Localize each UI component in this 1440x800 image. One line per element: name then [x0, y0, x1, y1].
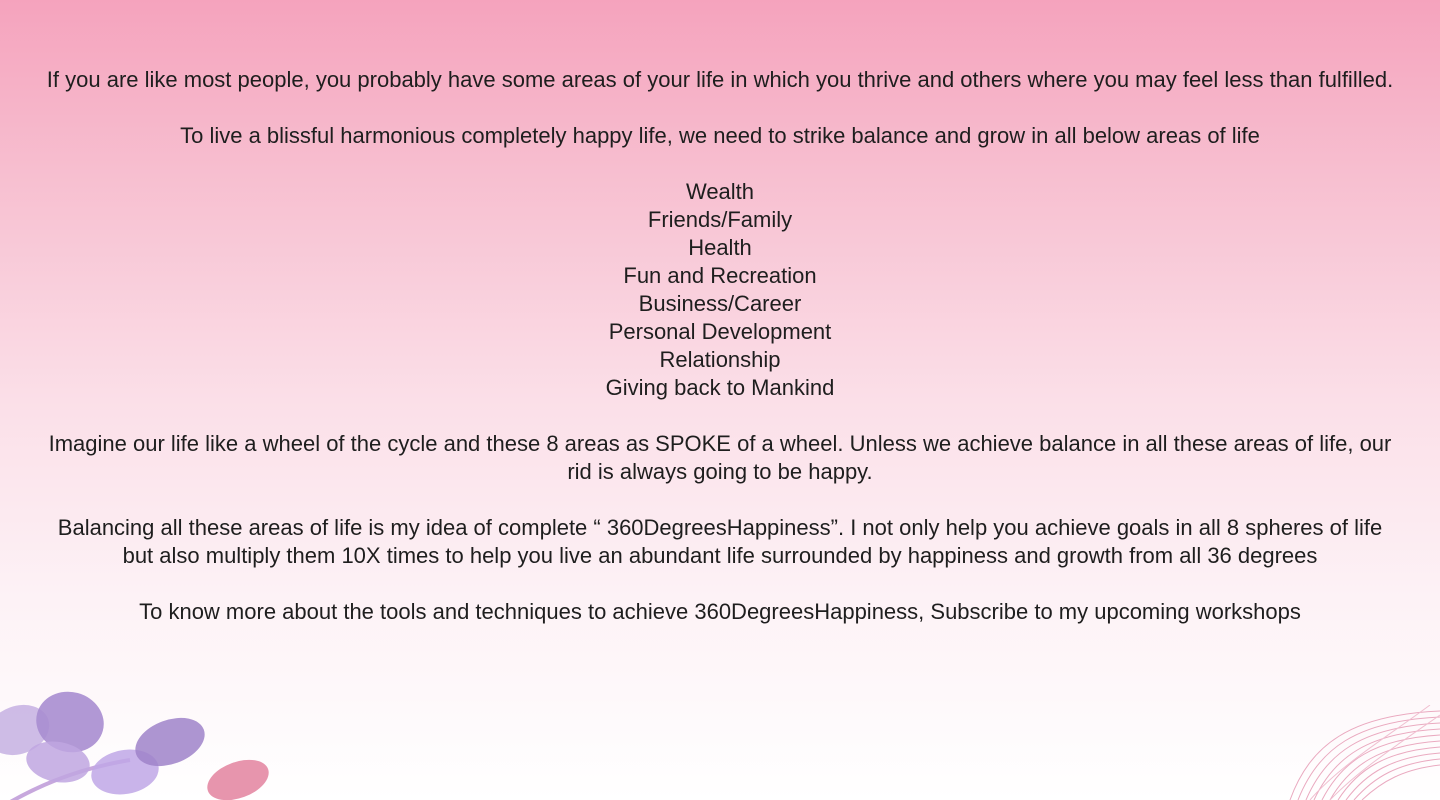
happiness-paragraph: Balancing all these areas of life is my idea of complete “ 360DegreesHappiness”. I not only help you achieve goals in all 8 spheres of life but also multiply them 10X times to help you live an abundant life surrounded by happiness and growth from all 36 degrees [57, 515, 1383, 568]
life-areas-list [40, 178, 1400, 402]
life-area-item: Personal Development [608, 319, 832, 344]
life-area-item: Relationship [659, 347, 781, 372]
balance-statement: To live a blissful harmonious completely happy life, we need to strike balance and grow in all below areas of life [180, 123, 1260, 148]
cta-paragraph: To know more about the tools and techniques to achieve 360DegreesHappiness, Subscribe to my upcoming workshops [139, 599, 1301, 624]
life-area-item: Health [688, 235, 752, 260]
wheel-paragraph: Imagine our life like a wheel of the cycle and these 8 areas as SPOKE of a wheel. Unless we achieve balance in all these areas of life, our rid is always going to be happy. [48, 431, 1392, 484]
intro-paragraph: If you are like most people, you probably have some areas of your life in which you thrive and others where you may feel less than fulfilled. [46, 67, 1394, 92]
main-content [40, 66, 1400, 654]
pink-line-mesh [1280, 705, 1440, 800]
life-area-item: Giving back to Mankind [605, 375, 835, 400]
purple-leaves-illustration [0, 690, 280, 800]
life-area-item: Business/Career [638, 291, 802, 316]
life-area-item: Friends/Family [647, 207, 793, 232]
life-area-item: Fun and Recreation [623, 263, 817, 288]
life-area-item: Wealth [685, 179, 755, 204]
